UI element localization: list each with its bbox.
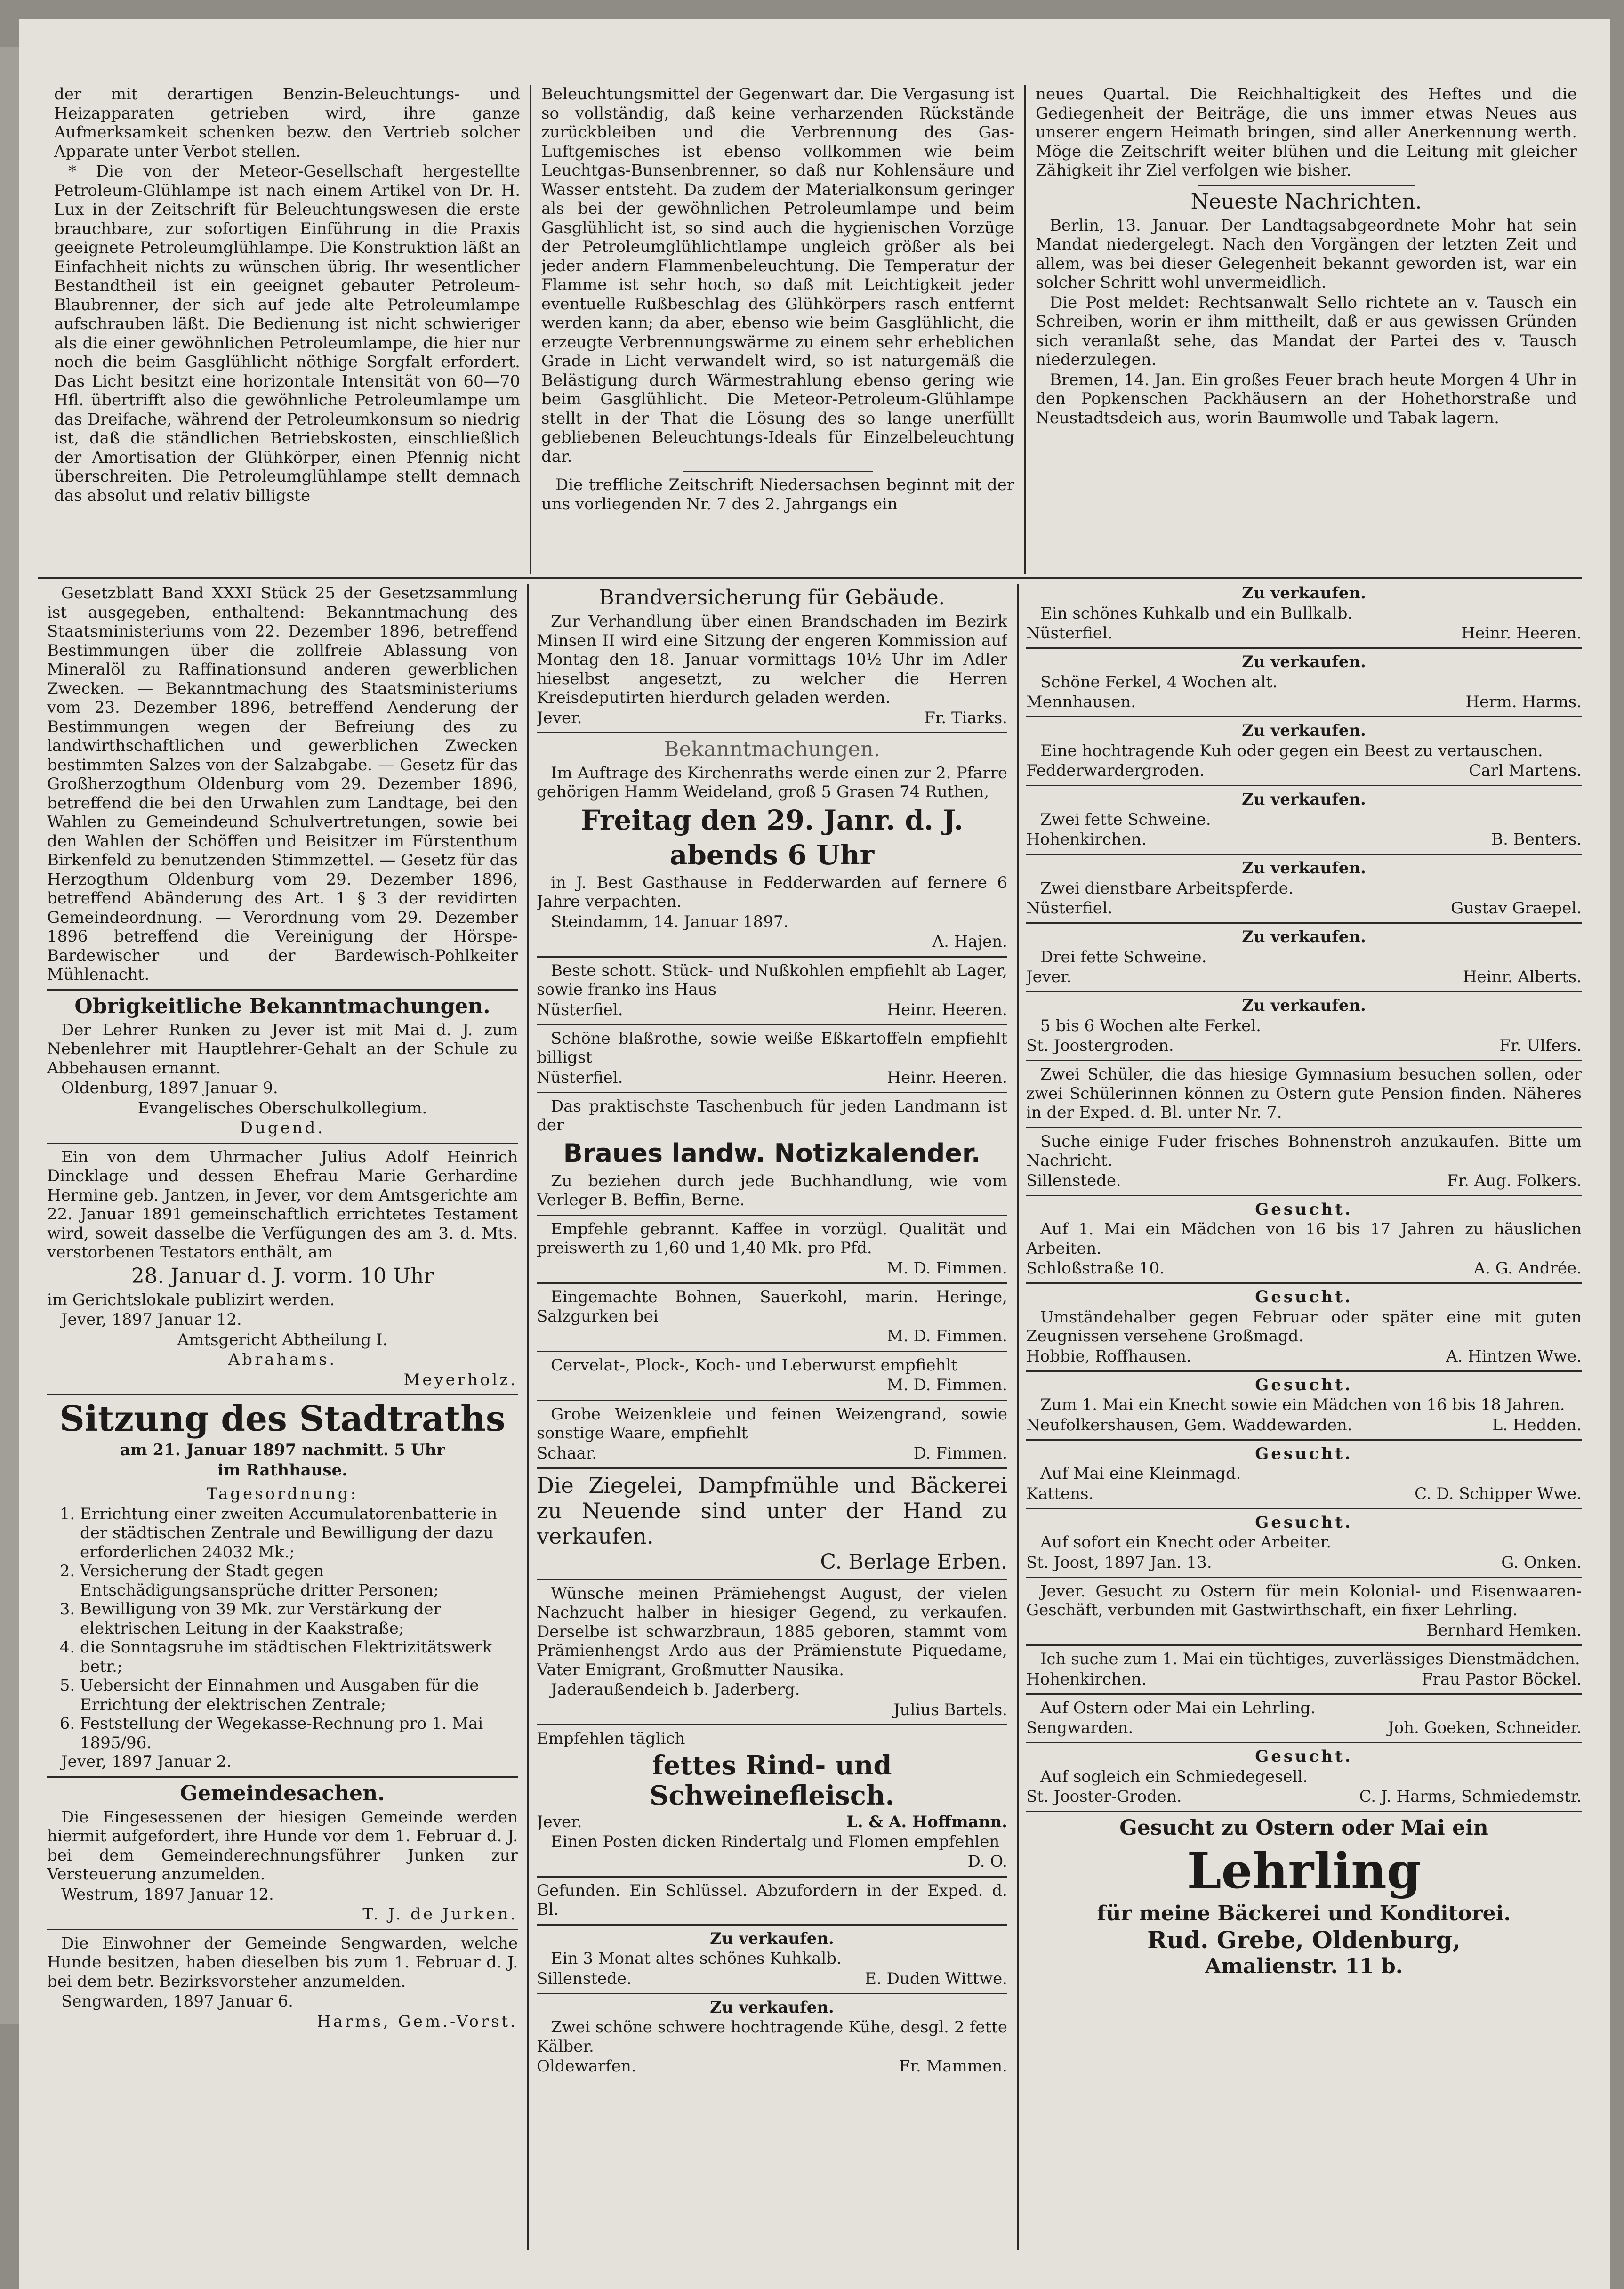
ad-signature-row xyxy=(1026,761,1582,780)
auction-date: Freitag den 29. Janr. d. J. xyxy=(580,804,964,836)
fleisch-signature-row xyxy=(537,1813,1007,1831)
ad-signature: A. Hintzen Wwe. xyxy=(1446,1346,1582,1366)
sengwarden-signature: Harms, Gem.-Vorst. xyxy=(317,2012,518,2031)
wurst-signature: M. D. Fimmen. xyxy=(887,1376,1007,1394)
divider xyxy=(1026,1644,1582,1646)
wurst-ad: Cervelat-, Plock-, Koch- und Leberwurst empfiehlt xyxy=(551,1355,957,1375)
neueste-nachrichten-heading: Neueste Nachrichten. xyxy=(1190,189,1422,214)
dienstmaedchen-ad: Ich suche zum 1. Mai ein tüchtiges, zuverlässiges Dienstmädchen. xyxy=(1040,1650,1580,1668)
ad-text: Eine hochtragende Kuh oder gegen ein Beest zu vertauschen. xyxy=(1040,741,1543,760)
divider xyxy=(1026,785,1582,786)
agenda-item: 5. Uebersicht der Einnahmen und Ausgaben für die Errichtung der elektrischen Zentrale; xyxy=(80,1676,518,1714)
gefunden-notice: Gefunden. Ein Schlüssel. Abzufordern in der Exped. d. Bl. xyxy=(537,1881,1007,1919)
ad-place: Mennhausen. xyxy=(1026,693,1136,711)
ad-heading: Gesucht. xyxy=(1255,1200,1353,1219)
benzin-paragraph: der mit derartigen Benzin-Beleuchtungs- und Heizapparaten getrieben wird, ihre ganze Aufmerksamkeit schenken bezw. den Vertrieb solcher Apparate unter Verbot stellen. xyxy=(54,85,520,161)
ad-place: Hobbie, Roffhausen. xyxy=(1026,1346,1191,1366)
ad-place: Nüsterfiel. xyxy=(1026,624,1113,643)
ad-place: Hohenkirchen. xyxy=(1026,830,1147,849)
column-rule xyxy=(1024,85,1026,574)
talg-ad: Einen Posten dicken Rindertalg und Flomen empfehlen xyxy=(551,1832,1000,1851)
divider xyxy=(1026,1577,1582,1578)
schmiede-signature-row xyxy=(1026,1787,1582,1806)
column-rule xyxy=(530,85,531,574)
auction-location: in J. Best Gasthause in Fedderwarden auf fernere 6 Jahre verpachten. xyxy=(537,873,1007,911)
kuhkalb-place: Sillenstede. xyxy=(537,1969,632,1988)
divider xyxy=(537,1282,1007,1284)
kohlen-signature-row xyxy=(537,1000,1007,1019)
bohnen-ad: Eingemachte Bohnen, Sauerkohl, marin. Heringe, Salzgurken bei xyxy=(537,1288,1007,1326)
divider xyxy=(47,1929,518,1930)
divider xyxy=(537,1215,1007,1216)
meteor-article-continued: Beleuchtungsmittel der Gegenwart dar. Die Vergasung ist so vollständig, daß keine verharzenden Rückstände zurückbleiben und die Verbrennung des Gas-Luftgemisches ist ebenso vollkommen wie beim Leuchtgas-Bunsenbrenner, so daß nur Kohlensäure und Wasser entsteht. Da zudem der Materialkonsum geringer als bei der gewöhnlichen Petroleumlampe und beim Gasglühlicht ist, so sind auch die hygienischen Vorzüge der Petroleumglühlichtlampe ungleich größer als bei jeder andern Flammenbeleuchtung. Die Temperatur der Flamme ist sehr hoch, so daß mit Leichtigkeit jeder eventuelle Rußbeschlag des Glühkörpers rasch entfernt werden kann; da aber, ebenso wie beim Gasglühlicht, die erzeugte Verbrennungswärme zu einem sehr erheblichen Grade in Licht verwandelt wird, so ist naturgemäß die Belästigung durch Wärmestrahlung ebenso gering wie beim Gasglühlicht. Die Meteor-Petroleum-Glühlampe stellt in der That die Lösung des so lange unerfüllt gebliebenen Beleuchtungs-Ideals für Einzelbeleuchtung dar. xyxy=(541,85,1014,466)
ad-place: St. Joostergroden. xyxy=(1026,1036,1174,1055)
ad-signature-row xyxy=(1026,830,1582,849)
ad-signature-row xyxy=(1026,1416,1582,1435)
sitzung-heading: Sitzung des Stadtraths xyxy=(59,1399,506,1439)
baeckerei-signature: Rud. Grebe, Oldenburg, xyxy=(1147,1926,1461,1954)
ad-signature-row xyxy=(1026,1553,1582,1572)
niedersachsen-paragraph: Die treffliche Zeitschrift Niedersachsen beginnt mit der uns vorliegenden Nr. 7 des 2. Jahrgangs ein xyxy=(541,476,1014,514)
ad-signature: Heinr. Heeren. xyxy=(1461,624,1582,643)
kaffee-ad: Empfehle gebrannt. Kaffee in vorzügl. Qualität und preiswerth zu 1,60 und 1,40 Mk. pro Pfd. xyxy=(537,1219,1007,1257)
hengst-ad: Wünsche meinen Prämiehengst August, der vielen Nachzucht halber in hiesiger Gegend, zu verkaufen. Derselbe ist schwarzbraun, 1885 geboren, stammt vom Prämienhengst Ardo aus der Prämienstute Piquedame, Vater Emigrant, Großmutter Nausika. xyxy=(537,1584,1007,1679)
agenda-item: 6. Feststellung der Wegekasse-Rechnung pro 1. Mai 1895/96. xyxy=(80,1714,518,1752)
ad-heading: Gesucht. xyxy=(1255,1288,1353,1306)
brand-notice: Zur Verhandlung über einen Brandschaden im Bezirk Minsen II wird eine Sitzung der engeren Kommission auf Montag den 18. Januar vormittags 10½ Uhr im Adler hieselbst angesetzt, zu welcher die Herren Kreisdeputirten hierdurch geladen werden. xyxy=(537,612,1007,707)
agenda-item: 2. Versicherung der Stadt gegen Entschädigungsansprüche dritter Personen; xyxy=(80,1562,518,1600)
berlin-news: Berlin, 13. Januar. Der Landtagsabgeordnete Mohr hat sein Mandat niedergelegt. Nach den Vorgängen der letzten Zeit und allem, was bei dieser Gelegenheit bekannt geworden ist, war ein solcher Schritt wohl unvermeidlich. xyxy=(1036,216,1577,292)
kuehe-place: Oldewarfen. xyxy=(537,2057,636,2076)
bohnen-signature: M. D. Fimmen. xyxy=(887,1327,1007,1346)
kuehe-ad: Zwei schöne schwere hochtragende Kühe, desgl. 2 fette Kälber. xyxy=(537,2018,1007,2056)
baeckerei-address: Amalienstr. 11 b. xyxy=(1205,1954,1403,1978)
divider xyxy=(683,471,873,472)
lehrer-date: Oldenburg, 1897 Januar 9. xyxy=(61,1079,278,1097)
schneider-signature-row xyxy=(1026,1718,1582,1737)
jever-lehrling-signature: Bernhard Hemken. xyxy=(1426,1620,1582,1640)
ad-text: 5 bis 6 Wochen alte Ferkel. xyxy=(1040,1016,1261,1035)
divider xyxy=(537,1724,1007,1725)
ad-place: St. Joost, 1897 Jan. 13. xyxy=(1026,1553,1212,1572)
ad-signature: Carl Martens. xyxy=(1469,761,1582,780)
divider xyxy=(537,1876,1007,1878)
schneider-signature: Joh. Goeken, Schneider. xyxy=(1388,1718,1582,1737)
hengst-place: Jaderaußendeich b. Jaderberg. xyxy=(551,1680,800,1699)
kuhkalb-signature: E. Duden Wittwe. xyxy=(865,1969,1007,1988)
bremen-news: Bremen, 14. Jan. Ein großes Feuer brach heute Morgen 4 Uhr in den Popkenschen Packhäusern an der Hohethorstraße und Neustadtsdeich aus, worin Baumwolle und Tabak lagern. xyxy=(1036,370,1577,427)
top-column-2 xyxy=(541,85,1014,574)
gemeindesachen-heading: Gemeindesachen. xyxy=(180,1781,385,1805)
column-rule xyxy=(527,584,529,2250)
brand-place: Jever. xyxy=(537,708,582,727)
ad-signature: G. Onken. xyxy=(1501,1553,1582,1572)
kuehe-signature: Fr. Mammen. xyxy=(899,2057,1007,2076)
testament-place: Jever, 1897 Januar 12. xyxy=(61,1310,242,1329)
newspaper-page xyxy=(19,19,1610,2289)
ad-place: Kattens. xyxy=(1026,1484,1094,1503)
ad-signature-row xyxy=(1026,693,1582,711)
right-column xyxy=(1026,584,1582,2260)
ad-place: Schloßstraße 10. xyxy=(1026,1259,1165,1278)
divider xyxy=(47,989,518,991)
ad-heading: Zu verkaufen. xyxy=(1242,584,1366,603)
baeckerei-subtitle: für meine Bäckerei und Konditorei. xyxy=(1097,1902,1511,1926)
post-news: Die Post meldet: Rechtsanwalt Sello richtete an v. Tausch ein Schreiben, worin er ihm mittheilt, daß er aus gewissen Gründen sich veranlaßt sehe, das Mandat der Partei des v. Tausch niederzulegen. xyxy=(1036,293,1577,369)
ad-signature: Heinr. Alberts. xyxy=(1463,967,1582,986)
brandversicherung-heading: Brandversicherung für Gebäude. xyxy=(599,586,945,610)
divider xyxy=(537,1400,1007,1401)
testament-clerk: Meyerholz. xyxy=(403,1370,518,1389)
sitzung-location: im Rathhause. xyxy=(217,1460,348,1480)
schueler-ad: Zwei Schüler, die das hiesige Gymnasium besuchen sollen, oder zwei Schülerinnen können zu Ostern gute Pension finden. Näheres in der Exped. d. Bl. unter Nr. 7. xyxy=(1026,1065,1582,1122)
ad-heading: Gesucht. xyxy=(1255,1513,1353,1532)
ad-heading: Gesucht. xyxy=(1255,1444,1353,1463)
testament-org: Amtsgericht Abtheilung I. xyxy=(177,1330,388,1349)
testament-publish: im Gerichtslokale publizirt werden. xyxy=(47,1290,335,1309)
bohnenstroh-place: Sillenstede. xyxy=(1026,1171,1121,1190)
previous-page-edge xyxy=(0,47,19,2024)
section-rule xyxy=(38,577,1582,579)
divider xyxy=(537,732,1007,733)
divider xyxy=(537,1467,1007,1469)
divider xyxy=(47,1143,518,1144)
talg-signature: D. O. xyxy=(967,1852,1007,1871)
lehrling-title: Lehrling xyxy=(1187,1842,1421,1900)
weideland-notice: Im Auftrage des Kirchenraths werde einen zur 2. Pfarre gehörigen Hamm Weideland, groß 5 Grasen 74 Ruthen, xyxy=(537,763,1007,801)
ad-place: Neufolkershausen, Gem. Waddewarden. xyxy=(1026,1415,1352,1435)
ad-signature: A. G. Andrée. xyxy=(1473,1259,1582,1278)
divider xyxy=(47,1776,518,1778)
auction-place: Steindamm, 14. Januar 1897. xyxy=(551,912,789,931)
sengwarden-place: Sengwarden, 1897 Januar 6. xyxy=(61,1992,293,2011)
baeckerei-intro: Gesucht zu Ostern oder Mai ein xyxy=(1119,1816,1488,1840)
ad-signature: Herm. Harms. xyxy=(1465,693,1582,711)
ad-signature-row xyxy=(1026,1484,1582,1503)
ad-text: Drei fette Schweine. xyxy=(1040,947,1207,967)
auction-time: abends 6 Uhr xyxy=(669,838,875,871)
dienstmaedchen-signature-row xyxy=(1026,1670,1582,1689)
divider xyxy=(1026,1127,1582,1128)
kohlen-ad: Beste schott. Stück- und Nußkohlen empfiehlt ab Lager, sowie franko ins Haus xyxy=(537,961,1007,999)
kartoffeln-signature-row xyxy=(537,1068,1007,1087)
kuhkalb-signature-row xyxy=(537,1969,1007,1988)
agenda-list xyxy=(47,1505,518,1753)
ad-signature-row xyxy=(1026,899,1582,918)
brand-signature: Fr. Tiarks. xyxy=(924,708,1007,727)
divider xyxy=(537,1024,1007,1025)
auction-signature: A. Hajen. xyxy=(932,932,1007,951)
ad-text: Schöne Ferkel, 4 Wochen alt. xyxy=(1040,672,1278,692)
divider xyxy=(1198,185,1415,186)
divider xyxy=(1026,1282,1582,1284)
kuehe-signature-row xyxy=(537,2057,1007,2076)
schmiede-place: St. Jooster-Groden. xyxy=(1026,1787,1182,1806)
hengst-signature: Julius Bartels. xyxy=(893,1700,1007,1719)
fleisch-signature: L. & A. Hoffmann. xyxy=(846,1812,1007,1831)
ziegelei-ad: Die Ziegelei, Dampfmühle und Bäckerei zu Neuende sind unter der Hand zu verkaufen. xyxy=(537,1472,1007,1549)
divider xyxy=(537,1351,1007,1352)
ad-text: Ein schönes Kuhkalb und ein Bullkalb. xyxy=(1040,604,1353,623)
jever-lehrling-ad: Jever. Gesucht zu Ostern für mein Kolonial- und Eisenwaaren-Geschäft, verbunden mit Gastwirthschaft, ein fixer Lehrling. xyxy=(1026,1581,1582,1620)
ad-text: Auf Mai eine Kleinmagd. xyxy=(1040,1464,1241,1483)
kuehe-heading: Zu verkaufen. xyxy=(710,1998,834,2017)
bohnenstroh-signature-row xyxy=(1026,1171,1582,1190)
weizenkleie-place: Schaar. xyxy=(537,1443,597,1463)
top-column-3 xyxy=(1036,85,1577,574)
kartoffeln-signature: Heinr. Heeren. xyxy=(887,1068,1007,1087)
ad-heading: Zu verkaufen. xyxy=(1242,996,1366,1015)
kuhkalb-ad: Ein 3 Monat altes schönes Kuhkalb. xyxy=(551,1949,842,1968)
kohlen-place: Nüsterfiel. xyxy=(537,1000,623,1019)
agenda-item: 1. Errichtung einer zweiten Accumulatorenbatterie in der städtischen Zentrale und Bewilligung der dazu erforderlichen 24032 Mk.; xyxy=(80,1505,518,1562)
schneider-place: Sengwarden. xyxy=(1026,1718,1134,1737)
schneider-lehrling-ad: Auf Ostern oder Mai ein Lehrling. xyxy=(1040,1698,1316,1717)
kohlen-signature: Heinr. Heeren. xyxy=(887,1000,1007,1019)
ad-signature: B. Benters. xyxy=(1491,830,1582,849)
ad-text: Zwei fette Schweine. xyxy=(1040,810,1211,829)
westrum-notice: Die Eingesessenen der hiesigen Gemeinde werden hiermit aufgefordert, ihre Hunde vor dem 1. Februar d. J. bei dem Gemeinderechnungsführer Junken zur Versteuerung anzumelden. xyxy=(47,1807,518,1884)
top-column-1 xyxy=(54,85,520,574)
dienstmaedchen-place: Hohenkirchen. xyxy=(1026,1669,1147,1689)
testament-signature: Abrahams. xyxy=(228,1350,337,1369)
fleisch-intro: Empfehlen täglich xyxy=(537,1729,685,1748)
ad-text: Zwei dienstbare Arbeitspferde. xyxy=(1040,879,1294,898)
ad-heading: Zu verkaufen. xyxy=(1242,653,1366,671)
lehrer-signature: Dugend. xyxy=(240,1119,325,1137)
gesetzblatt-notice: Gesetzblatt Band XXXI Stück 25 der Gesetzsammlung ist ausgegeben, enthaltend: Bekanntmachung des Staatsministeriums vom 22. Dezember 1896, betreffend Bestimmungen über die zollfreie Ablassung von Mineralöl zu Raffinationsund anderen gewerblichen Zwecken. — Bekanntmachung des Staatsministeriums vom 23. Dezember 1896, betreffend Aenderung der Bestimmungen wegen der Befreiung des zu landwirthschaftlichen und gewerblichen Zwecken bestimmten Salzes von der Salzabgabe. — Gesetz für das Großherzogthum Oldenburg vom 29. Dezember 1896, betreffend die bei den Urwahlen zum Landtage, bei den Wahlen zu Gemeindeund Schulvertretungen, sowie bei den Wahlen der Schöffen und Beisitzer im Fürstenthum Birkenfeld zu benutzenden Stimmzettel. — Gesetz für das Herzogthum Oldenburg vom 29. Dezember 1896, betreffend Abänderung des Art. 1 § 3 der revidirten Gemeindeordnung. — Verordnung vom 29. Dezember 1896 betreffend die Vereinigung der Hörspe-Bardewischer und der Bardewisch-Pohlkeiter Mühlenacht. xyxy=(47,584,518,984)
ad-heading: Zu verkaufen. xyxy=(1242,721,1366,740)
column-rule xyxy=(1017,584,1019,2250)
divider xyxy=(1026,1370,1582,1372)
weizenkleie-signature-row xyxy=(537,1444,1007,1463)
ad-text: Zum 1. Mai ein Knecht sowie ein Mädchen von 16 bis 18 Jahren. xyxy=(1040,1395,1565,1414)
ad-place: Jever. xyxy=(1026,967,1072,986)
kuhkalb-heading: Zu verkaufen. xyxy=(710,1929,834,1948)
ad-signature: Gustav Graepel. xyxy=(1451,899,1582,918)
bohnenstroh-ad: Suche einige Fuder frisches Bohnenstroh anzukaufen. Bitte um Nachricht. xyxy=(1026,1132,1582,1170)
fleisch-title: fettes Rind- und Schweinefleisch. xyxy=(649,1749,895,1811)
meteor-article: * Die von der Meteor-Gesellschaft hergestellte Petroleum-Glühlampe ist nach einem Artikel von Dr. H. Lux in der Zeitschrift für Beleuchtungswesen die erste brauchbare, zur sofortigen Einführung in die Praxis geeignete Petroleumglühlampe. Die Konstruktion läßt an Einfachheit nichts zu wünschen übrig. Ihr wesentlicher Bestandtheil ist ein geeignet gebauter Petroleum-Blaubrenner, der sich auf jede alte Petroleumlampe aufschrauben läßt. Die Bedienung ist nicht schwieriger als die einer gewöhnlichen Petroleumlampe, die hier nur noch die beim Gasglühlicht nöthige Sorgfalt erfordert. Das Licht besitzt eine horizontale Intensität von 60—70 Hfl. übertrifft also die gewöhnliche Petroleumlampe um das Dreifache, während der Petroleumkonsum so niedrig ist, daß die ständlichen Betriebskosten, einschließlich der Amortisation der Glühkörper, einen Pfennig nicht überschreiten. Die Petroleumglühlampe stellt demnach das absolut und relativ billigste xyxy=(54,162,520,505)
dienstmaedchen-signature: Frau Pastor Böckel. xyxy=(1422,1669,1582,1689)
divider xyxy=(1026,1742,1582,1743)
weizenkleie-ad: Grobe Weizenkleie und feinen Weizengrand, sowie sonstige Waare, empfiehlt xyxy=(537,1404,1007,1443)
schmiede-ad: Auf sogleich ein Schmiedegesell. xyxy=(1040,1767,1308,1786)
ad-signature: C. D. Schipper Wwe. xyxy=(1415,1484,1582,1503)
kaffee-signature: M. D. Fimmen. xyxy=(887,1258,1007,1278)
divider xyxy=(1026,991,1582,992)
ad-signature-row xyxy=(1026,1036,1582,1055)
ad-heading: Zu verkaufen. xyxy=(1242,927,1366,946)
kartoffeln-ad: Schöne blaßrothe, sowie weiße Eßkartoffeln empfiehlt billigst xyxy=(537,1029,1007,1067)
lehrer-org: Evangelisches Oberschulkollegium. xyxy=(137,1098,427,1118)
ad-signature-row xyxy=(1026,1259,1582,1278)
ad-heading: Zu verkaufen. xyxy=(1242,859,1366,878)
ad-text: Auf 1. Mai ein Mädchen von 16 bis 17 Jahren zu häuslichen Arbeiten. xyxy=(1026,1220,1582,1258)
ad-text: Umständehalber gegen Februar oder später eine mit guten Zeugnissen versehene Großmagd. xyxy=(1026,1307,1582,1346)
sengwarden-notice: Die Einwohner der Gemeinde Sengwarden, welche Hunde besitzen, haben dieselben bis zum 1. Februar d. J. bei dem betr. Bezirksvorsteher anzumelden. xyxy=(47,1934,518,1991)
divider xyxy=(1026,922,1582,924)
lehrer-notice: Der Lehrer Runken zu Jever ist mit Mai d. J. zum Nebenlehrer mit Hauptlehrer-Gehalt an der Schule zu Abbehausen ernannt. xyxy=(47,1020,518,1078)
schmiede-signature: C. J. Harms, Schmiedemstr. xyxy=(1359,1787,1582,1806)
divider xyxy=(1026,716,1582,717)
divider xyxy=(537,1993,1007,1994)
fleisch-place: Jever. xyxy=(537,1812,582,1831)
divider xyxy=(537,1092,1007,1093)
ad-signature: L. Hedden. xyxy=(1492,1415,1582,1435)
divider xyxy=(1026,1693,1582,1695)
westrum-signature: T. J. de Jurken. xyxy=(362,1905,518,1924)
weizenkleie-signature: D. Fimmen. xyxy=(913,1443,1007,1463)
testament-notice: Ein von dem Uhrmacher Julius Adolf Heinrich Dincklage und dessen Ehefrau Marie Gerhardine Hermine geb. Jantzen, in Jever, vor dem Amtsgerichte am 22. Januar 1891 gemeinschaftlich errichtetes Testament wird, soweit dasselbe die Verfügungen des am 3. d. Mts. verstorbenen Testators enthält, am xyxy=(47,1147,518,1262)
tagesordnung-label: Tagesordnung: xyxy=(206,1484,359,1503)
niedersachsen-continued: neues Quartal. Die Reichhaltigkeit des Heftes und die Gediegenheit der Beiträge, die uns immer etwas Neues aus unserer engern Heimath bringen, sind aller Anerkennung werth. Möge die Zeitschrift weiter blühen und die Leitung mit gleicher Zähigkeit ihr Ziel verfolgen wie bisher. xyxy=(1036,85,1577,180)
bohnenstroh-signature: Fr. Aug. Folkers. xyxy=(1447,1171,1582,1190)
westrum-place: Westrum, 1897 Januar 12. xyxy=(61,1885,274,1904)
sitzung-date: Jever, 1897 Januar 2. xyxy=(61,1752,232,1771)
zu-verkaufen-ads xyxy=(1026,584,1582,1061)
obrigkeitliche-heading: Obrigkeitliche Bekanntmachungen. xyxy=(74,994,490,1018)
ad-signature-row xyxy=(1026,967,1582,986)
ad-signature-row xyxy=(1026,624,1582,643)
divider xyxy=(1026,647,1582,649)
middle-column xyxy=(537,584,1007,2260)
notizkalender-title: Braues landw. Notizkalender. xyxy=(563,1138,981,1168)
ad-signature-row xyxy=(1026,1347,1582,1366)
gesucht-ads xyxy=(1026,1200,1582,1578)
ad-heading: Zu verkaufen. xyxy=(1242,790,1366,809)
divider xyxy=(1026,1439,1582,1441)
schmiede-heading: Gesucht. xyxy=(1255,1747,1353,1766)
divider xyxy=(537,1924,1007,1926)
ad-place: Fedderwardergroden. xyxy=(1026,761,1205,780)
ad-signature: Fr. Ulfers. xyxy=(1499,1036,1582,1055)
divider xyxy=(1026,1508,1582,1509)
notizkalender-publisher: Zu beziehen durch jede Buchhandlung, wie vom Verleger B. Beffin, Berne. xyxy=(537,1171,1007,1209)
agenda-item: 3. Bewilligung von 39 Mk. zur Verstärkung der elektrischen Leitung in der Kaakstraße; xyxy=(80,1600,518,1638)
divider xyxy=(1026,1811,1582,1812)
divider xyxy=(1026,1195,1582,1196)
brand-signature-row xyxy=(537,709,1007,727)
divider xyxy=(47,1394,518,1395)
ad-place: Nüsterfiel. xyxy=(1026,899,1113,918)
divider xyxy=(537,956,1007,958)
agenda-item: 4. die Sonntagsruhe im städtischen Elektrizitätswerk betr.; xyxy=(80,1638,518,1676)
ad-text: Auf sofort ein Knecht oder Arbeiter. xyxy=(1040,1533,1332,1552)
kartoffeln-place: Nüsterfiel. xyxy=(537,1068,623,1087)
bekanntmachungen-heading: Bekanntmachungen. xyxy=(664,737,880,761)
divider xyxy=(1026,854,1582,855)
ad-heading: Gesucht. xyxy=(1255,1375,1353,1394)
notizkalender-intro: Das praktischste Taschenbuch für jeden Landmann ist der xyxy=(537,1096,1007,1135)
sitzung-time: am 21. Januar 1897 nachmitt. 5 Uhr xyxy=(120,1441,445,1459)
ziegelei-signature: C. Berlage Erben. xyxy=(820,1549,1007,1574)
left-column xyxy=(47,584,518,2260)
divider xyxy=(1026,1060,1582,1061)
testament-date: 28. Januar d. J. vorm. 10 Uhr xyxy=(131,1264,434,1288)
divider xyxy=(537,1579,1007,1580)
